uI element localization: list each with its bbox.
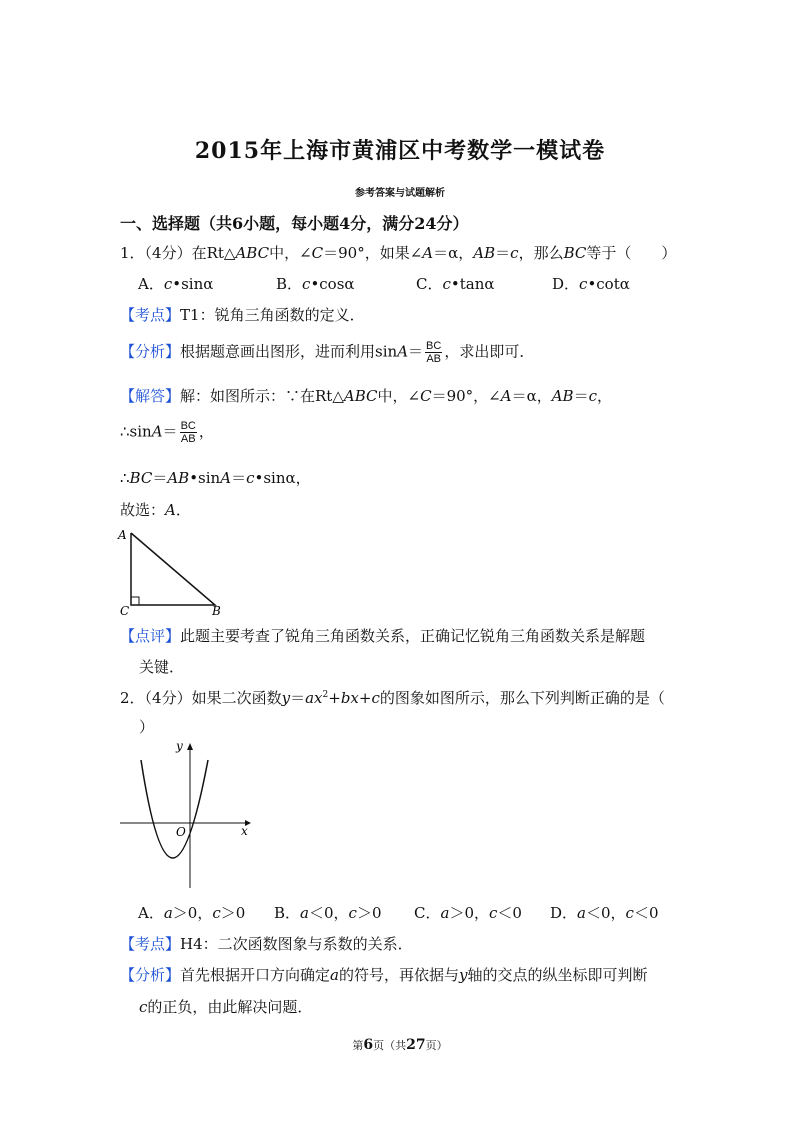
page-title: 2015年上海市黄浦区中考数学一模试卷 — [194, 138, 606, 164]
triangle-label-a: A — [118, 528, 127, 542]
graph-label-origin: O — [176, 825, 186, 839]
triangle-label-b: B — [212, 604, 221, 617]
kaodian-tag: 【考点】 — [120, 306, 181, 324]
q1-option-c: C．c•tanα — [416, 275, 495, 293]
page-subtitle: 参考答案与试题解析 — [355, 188, 445, 199]
q1-dianping: 【点评】此题主要考查了锐角三角函数关系，正确记忆锐角三角函数关系是解题 — [120, 627, 646, 645]
q1-option-a: A．c•sinα — [138, 275, 214, 293]
q1-option-b: B．c•cosα — [276, 275, 355, 293]
parabola-graph — [115, 738, 260, 893]
q2-option-d: D．a＜0，c＜0 — [550, 904, 659, 922]
section-heading: 一、选择题（共6小题，每小题4分，满分24分） — [120, 214, 469, 233]
q2-kaodian: 【考点】H4：二次函数图象与系数的关系． — [120, 935, 413, 953]
q2-option-c: C．a＞0，c＜0 — [414, 904, 522, 922]
q2-option-b: B．a＜0，c＞0 — [274, 904, 382, 922]
q1-jieda: 【解答】解：如图所示：∵在Rt△ABC中，∠C＝90°，∠A＝α，AB＝c， — [120, 387, 612, 405]
kaodian-tag-2: 【考点】 — [120, 935, 181, 953]
q2-option-a: A．a＞0，c＞0 — [138, 904, 246, 922]
jieda-tag: 【解答】 — [120, 387, 181, 405]
q1-kaodian: 【考点】T1：锐角三角函数的定义． — [120, 306, 365, 324]
q1-option-d: D．c•cotα — [552, 275, 630, 293]
fenxi-tag-2: 【分析】 — [120, 966, 181, 984]
page-footer: 第6页（共27页） — [352, 1037, 448, 1053]
footer-total-pages: 27 — [406, 1037, 426, 1053]
parabola-curve — [141, 760, 208, 858]
graph-label-x: x — [241, 824, 248, 838]
triangle-figure — [115, 525, 235, 617]
fenxi-tag: 【分析】 — [120, 342, 181, 361]
q1-stem: 1．（4分）在Rt△ABC中，∠C＝90°，如果∠A＝α，AB＝c，那么BC等于（ ） — [120, 244, 677, 262]
q1-fenxi: 【分析】根据题意画出图形，进而利用sinA＝ $\frac{BC}{AB}$ ，求出即可． — [120, 340, 535, 365]
q2-fenxi-cont: c的正负，由此解决问题． — [139, 998, 313, 1016]
triangle-abc — [131, 533, 215, 605]
q1-answer: 故选：A． — [120, 501, 191, 519]
q1-dianping-cont: 关键． — [139, 658, 185, 676]
triangle-label-c: C — [120, 604, 130, 617]
y-axis-arrow — [187, 743, 193, 750]
right-angle-mark — [131, 597, 139, 605]
q1-step2: ∴BC＝AB•sinA＝c•sinα， — [120, 469, 311, 487]
q2-stem: 2．（4分）如果二次函数$y=ax^2+bx+c$的图象如图所示，那么下列判断正确的是（ — [120, 689, 665, 707]
fraction-bc-over-ab: $\frac{BC}{AB}$ — [426, 340, 442, 365]
graph-label-y: y — [176, 739, 183, 753]
q1-step1: ∴sinA＝ $\frac{BC}{AB}$ ， — [120, 420, 214, 445]
footer-page-number: 6 — [363, 1037, 374, 1053]
dianping-tag: 【点评】 — [120, 627, 181, 645]
q2-fenxi: 【分析】首先根据开口方向确定a的符号，再依据与y轴的交点的纵坐标即可判断 — [120, 966, 648, 984]
q2-stem-close: ） — [139, 718, 155, 736]
fraction-bc-over-ab-2: $\frac{BC}{AB}$ — [180, 420, 196, 445]
